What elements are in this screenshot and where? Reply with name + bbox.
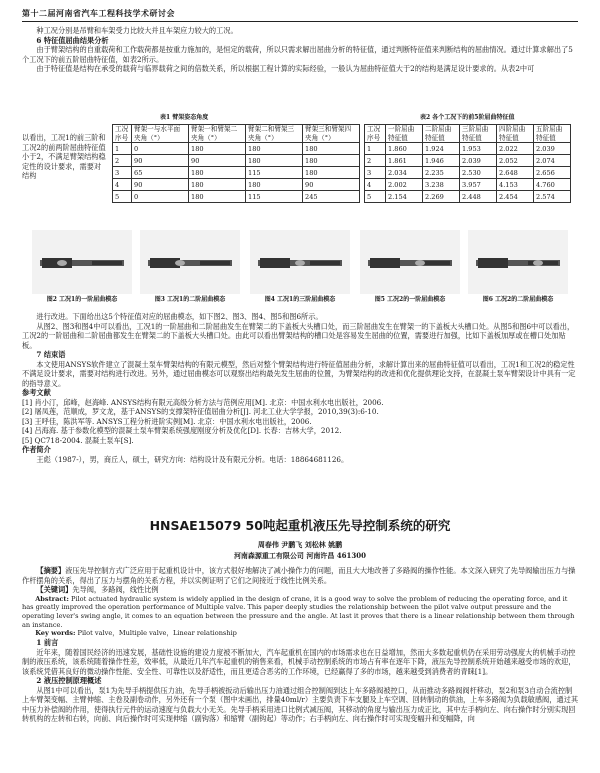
sec2-text: 从图1中可以看出，泵1为先导手柄提供压力油，先导手柄被扳动后输出压力油通过组合控制阀到达上车多路阀被控口，从而推动多路阀阀杆移动，泵2和泵3自动合流控制上车臂架变幅、主臂伸缩、主卷及副卷动作，另外还有一个泵（图中未画出，排量40ml/r）主要负责下车支腿及上车空调、回转制动的供油，上车多路阀为负载敏感阀，通过其中压力补偿阀的作用，使得执行元件的运动速度与负载大小无关。先导手柄采用进口比例式减压阀，其移动的角度与输出压力成正比，其中左手柄向左、向右操作时分别实现回转机构的左转和右转，向前、向后操作时可实现伸缩（副钩落）和缩臂（副钩起）等动作；右手柄向左、向右操作时可实现变幅升和变幅降，向 <box>22 685 579 724</box>
sec2-heading: 2 液压控制原理概述 <box>36 676 102 686</box>
table-header-cell: 臂架一与水平面夹角（°） <box>132 125 189 143</box>
table-cell: 2.530 <box>460 167 497 179</box>
abstract-cn: 液压先导控制方式广泛应用于起重机设计中，该方式很好地解决了减小操作力的问题，而且大大地改善了多路阀的操作性能。本文深入研究了先导阀输出压力与操作杆摆角的关系，得出了压力与摆角的关系方程，并以实例证明了它们之间接近于线性比例关系。 <box>22 566 576 585</box>
table2-caption: 表2 各个工况下的前5阶屈曲特征值 <box>420 114 515 121</box>
table-header-cell: 一阶屈曲特征值 <box>386 125 423 143</box>
table-cell: 3.238 <box>423 179 460 191</box>
table-cell: 2.039 <box>534 143 571 155</box>
table-cell: 4 <box>113 179 132 191</box>
table-cell: 3 <box>365 167 386 179</box>
boom-model-image <box>360 230 460 294</box>
table-cell: 2.022 <box>497 143 534 155</box>
table-cell: 3.957 <box>460 179 497 191</box>
figure-mode-shape <box>468 230 568 310</box>
buckling-region <box>295 260 305 266</box>
sec1-heading: 1 前言 <box>36 638 59 648</box>
table-cell: 90 <box>303 179 360 191</box>
boom-section <box>92 261 122 265</box>
conclusion-text: 本文使用ANSYS软件建立了混凝土泵车臂架结构的有限元模型，然后对整个臂架结构进行特征值屈曲分析，求解计算出来的屈曲特征值可以看出，工况1和工况2的稳定性不满足设计要求，需要对结构进行改进。另外，通过屈曲模态可以观察出结构最先发生屈曲的位置，为臂架结构的改进和优化提供理论支持，在混凝土泵车臂架设计中具有一定的指导意义。 <box>22 359 576 388</box>
table-cell: 180 <box>246 143 303 155</box>
sec1-text: 近年来，随着国民经济的迅速发展，基础性设施的建设力度被不断加大，汽车起重机在国内的市场需求也在日益增加，然而大多数起重机仍在采用劳动强度大的机械手动控制的液压系统，该系统随着操作性差，效率低，从最近几年汽车起重机的销售来看，机械手动控制系统的市场占有率在逐年下降，液压先导控制系统开始越来越受市场的欢迎，该系统凭借其良好的微动操作性能、安全性、可靠性以及舒适性，而且更适合恶劣的工作环境，已经赢得了多的市场，越来越受到消费者的青睐[1]。 <box>22 647 576 676</box>
boom-section <box>370 258 400 268</box>
reference-item: [4] 吕海海. 基于参数化模型的混凝土泵车臂架系统强度刚度分析及优化[D]. 长春：吉林大学，2012. <box>22 426 342 435</box>
article-affiliation: 河南森源重工有限公司 河南许昌 461300 <box>233 551 367 560</box>
figure-caption: 图2 工况1的一阶屈曲模态 <box>46 296 118 303</box>
keywords-en: Pilot valve，Multiple valve，Linear relationship <box>77 629 237 638</box>
abstract-cn-label: 【摘要】 <box>36 566 66 575</box>
intro-line: 种工况分别是吊臂和车架受力比较大并且车架应力较大的工况。 <box>36 26 238 35</box>
table-header-cell: 臂架二和臂架三夹角（°） <box>246 125 303 143</box>
table-header-cell: 臂架一和臂架二夹角（°） <box>189 125 246 143</box>
buckling-region <box>533 260 543 266</box>
references-heading: 参考文献 <box>22 388 51 397</box>
table-cell: 2.648 <box>497 167 534 179</box>
table-header-cell: 四阶屈曲特征值 <box>497 125 534 143</box>
table-cell: 4 <box>365 179 386 191</box>
table-cell: 2.269 <box>423 191 460 203</box>
article2-body <box>22 566 578 724</box>
table-eigenvalues <box>364 124 571 203</box>
table-header-cell: 五阶屈曲特征值 <box>534 125 571 143</box>
table1-caption: 表1 臂架姿态角度 <box>160 114 209 121</box>
author-text: 王彪（1987-），男，商丘人，硕士，研究方向：结构设计及有限元分析。电话：18864681126。 <box>36 454 349 464</box>
table-cell: 2.656 <box>534 167 571 179</box>
table-cell: 2.574 <box>534 191 571 203</box>
table-joint-angles <box>112 124 360 203</box>
reference-item: [5] QC718-2004. 混凝土泵车[S]. <box>22 435 134 445</box>
table-cell: 0 <box>132 191 189 203</box>
figure-mode-shape <box>360 230 460 310</box>
boom-section <box>200 261 230 265</box>
table-cell: 1 <box>365 143 386 155</box>
body-paragraph: 从图2、图3和图4中可以看出，工况1的一阶屈曲和二阶屈曲发生在臂架二的下盖板大头槽口处，而三阶屈曲发生在臂架一的下盖板大头槽口处。从图5和图6中可以看出，工况2的一阶屈曲和二阶屈曲都发生在臂架二的下盖板大头槽口处。由此可以看出臂架结构的槽口处是容易发生屈曲的位置，需要进行加强，比如下盖板加厚或在槽口处加贴板。 <box>22 321 575 350</box>
table-cell: 1 <box>113 143 132 155</box>
figure-caption: 图5 工况2的一阶屈曲模态 <box>374 296 446 303</box>
table-header-cell: 工况序号 <box>113 125 132 143</box>
body-paragraph: 进行改进。下面给出这5个特征值对应的屈曲模态，如下图2、图3、图4、图5和图6所示。 <box>36 312 323 321</box>
table-cell: 180 <box>303 155 360 167</box>
conclusion-heading: 7 结束语 <box>36 350 66 359</box>
table-row <box>365 143 571 155</box>
table-header-cell: 工况序号 <box>365 125 386 143</box>
analysis-section <box>22 312 578 464</box>
table-cell: 180 <box>246 155 303 167</box>
reference-item: [3] 王呼佳，陈洪军等. ANSYS工程分析进阶实例[M]. 北京：中国水利水电出版社，2006. <box>22 416 312 426</box>
buckling-region <box>415 260 425 266</box>
boom-model-image <box>32 230 132 294</box>
table-cell: 180 <box>189 143 246 155</box>
figure-caption: 图4 工况1的三阶屈曲模态 <box>264 296 336 303</box>
table-cell: 180 <box>246 179 303 191</box>
boom-model-image <box>468 230 568 294</box>
buckling-region <box>57 260 67 266</box>
table-row <box>113 167 360 179</box>
intro-line: 由于特征值是结构在承受的载荷与临界载荷之间的倍数关系，所以根据工程计算的实际经验，一般认为屈曲特征值大于2的结构是满足设计要求的。从表2中可 <box>36 64 535 73</box>
table-cell: 2.039 <box>460 155 497 167</box>
table-cell: 2.002 <box>386 179 423 191</box>
table-cell: 4.760 <box>534 179 571 191</box>
table-cell: 1.946 <box>423 155 460 167</box>
keywords-en-label: Key words: <box>35 629 76 638</box>
table-cell: 2 <box>365 155 386 167</box>
narrow-column <box>22 133 108 181</box>
table-row <box>113 143 360 155</box>
keywords-cn-label: 【关键词】 <box>36 585 73 594</box>
table-header-cell: 二阶屈曲特征值 <box>423 125 460 143</box>
boom-model-image <box>140 230 240 294</box>
table-cell: 1.953 <box>460 143 497 155</box>
table-header-cell: 三阶屈曲特征值 <box>460 125 497 143</box>
table-cell: 90 <box>189 155 246 167</box>
table-row <box>365 155 571 167</box>
figure-caption: 图6 工况2的二阶屈曲模态 <box>482 296 554 303</box>
table-cell: 90 <box>132 155 189 167</box>
table-row <box>365 179 571 191</box>
table-cell: 180 <box>189 179 246 191</box>
table-cell: 90 <box>132 179 189 191</box>
figure-mode-shape <box>250 230 350 310</box>
table-row <box>113 179 360 191</box>
running-header: 第十二届河南省汽车工程科技学术研讨会 <box>22 8 578 22</box>
buckling-region <box>175 260 185 266</box>
boom-model-image <box>250 230 350 294</box>
table-header-cell: 臂架三和臂架四夹角（°） <box>303 125 360 143</box>
table-cell: 5 <box>113 191 132 203</box>
table-cell: 180 <box>303 167 360 179</box>
table-cell: 1.860 <box>386 143 423 155</box>
table-row <box>113 191 360 203</box>
section-heading: 6 特征值屈曲结果分析 <box>36 35 109 45</box>
narrow-text: 以看出，工况1的前三阶和工况2的前两阶屈曲特征值小于2，不满足臂架结构稳定性的设计要求，需要对结构 <box>22 133 106 180</box>
table-row <box>365 191 571 203</box>
table-cell: 1.924 <box>423 143 460 155</box>
boom-section <box>478 258 508 268</box>
table-cell: 245 <box>303 191 360 203</box>
boom-section <box>310 261 340 265</box>
table-cell: 180 <box>189 167 246 179</box>
intro-line: 由于臂架结构的自重载荷和工作载荷都是按重力施加的，是恒定的载荷，所以只需求解出屈曲分析的特征值，通过判断特征值来判断结构的屈曲情况。通过计算求解出了5个工况下的前五阶屈曲特征值，如表2所示。 <box>22 45 573 64</box>
table-cell: 180 <box>189 191 246 203</box>
table-cell: 4.153 <box>497 179 534 191</box>
figure-caption: 图3 工况1的二阶屈曲模态 <box>154 296 226 303</box>
reference-item: [2] 屠凤莲，范顺成，罗文龙，基于ANSYS的支撑架特征值屈曲分析[J]. 河北工业大学学报，2010,39(3):6-10. <box>22 407 379 416</box>
table-row <box>113 155 360 167</box>
abstract-en: Pilot actuated hydraulic system is widely applied in the design of crane, it is a good way to solve the problem of reducing the operating force, and it has greatly improved the operation performance of Multiple valve. This paper deeply studies the relationship between the pilot valve output pressure and the operating lever's swing angle, it comes to an equation between the pressure and the angle. At last it proves that there is a linear relationship between them through an instance. <box>22 594 575 629</box>
table-cell: 1.861 <box>386 155 423 167</box>
figure-mode-shape <box>140 230 240 310</box>
table-cell: 115 <box>246 191 303 203</box>
article-authors: 周春伟 尹鹏飞 刘松林 姚鹏 <box>257 540 343 549</box>
table-cell: 2 <box>113 155 132 167</box>
table-cell: 115 <box>246 167 303 179</box>
boom-section <box>260 258 290 268</box>
table-cell: 2.074 <box>534 155 571 167</box>
author-heading: 作者简介 <box>22 445 51 454</box>
table-cell: 65 <box>132 167 189 179</box>
table-cell: 3 <box>113 167 132 179</box>
reference-list <box>22 398 578 446</box>
table-cell: 2.454 <box>497 191 534 203</box>
table-cell: 2.448 <box>460 191 497 203</box>
intro-section <box>22 26 578 74</box>
abstract-en-label: Abstract: <box>35 594 69 603</box>
table-cell: 180 <box>303 143 360 155</box>
article-title: HNSAE15079 50吨起重机液压先导控制系统的研究 <box>149 518 451 533</box>
table-row <box>365 167 571 179</box>
table-cell: 2.154 <box>386 191 423 203</box>
table-cell: 0 <box>132 143 189 155</box>
table-cell: 2.052 <box>497 155 534 167</box>
table-cell: 2.034 <box>386 167 423 179</box>
keywords-cn: 先导阀，多路阀，线性比例 <box>72 585 159 594</box>
table-cell: 5 <box>365 191 386 203</box>
table-cell: 2.235 <box>423 167 460 179</box>
figure-mode-shape <box>32 230 132 310</box>
reference-item: [1] 肖小汀，邱峰，赵海峰. ANSYS结构有限元高级分析方法与范例应用[M]. 北京：中国水利水电出版社，2006. <box>22 397 384 407</box>
